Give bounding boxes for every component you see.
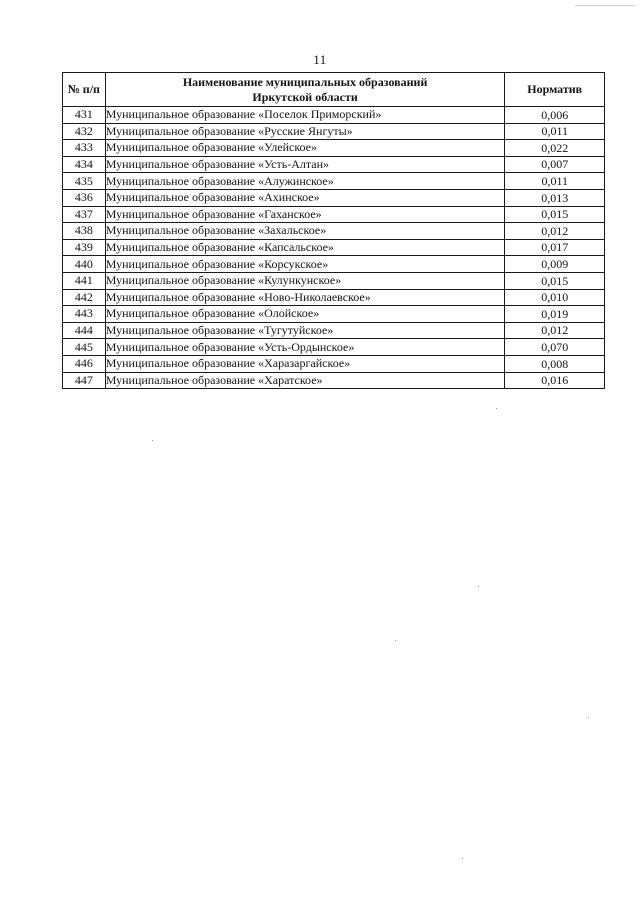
scan-speck: [478, 586, 479, 587]
table-row: [63, 355, 605, 372]
table-row: [63, 206, 605, 223]
table-row: [63, 372, 605, 389]
table-body: [63, 107, 605, 389]
row-number: 431: [63, 107, 106, 124]
row-municipality-name: Муниципальное образование «Усть-Ордынское»: [105, 339, 505, 356]
table-row: [63, 272, 605, 289]
row-municipality-name: Муниципальное образование «Тугутуйское»: [105, 322, 505, 339]
header-name-line1: Наименование муниципальных образований: [182, 74, 428, 89]
row-normative: 0,012: [505, 322, 605, 339]
row-number: 443: [63, 306, 106, 323]
scan-speck: [395, 640, 396, 641]
row-normative: 0,011: [505, 173, 605, 190]
row-normative: 0,012: [505, 223, 605, 240]
row-municipality-name: Муниципальное образование «Олойское»: [105, 306, 505, 323]
table-row: [63, 189, 605, 206]
row-number: 441: [63, 272, 106, 289]
row-normative: 0,008: [505, 355, 605, 372]
table-row: [63, 173, 605, 190]
normatives-table: [62, 72, 605, 389]
row-number: 439: [63, 239, 106, 256]
table-row: [63, 223, 605, 240]
row-number: 447: [63, 372, 106, 389]
header-num: № п/п: [63, 73, 106, 107]
table-row: [63, 140, 605, 157]
row-normative: 0,006: [505, 107, 605, 124]
row-number: 446: [63, 355, 106, 372]
row-municipality-name: Муниципальное образование «Гаханское»: [105, 206, 505, 223]
table-row: [63, 239, 605, 256]
row-municipality-name: Муниципальное образование «Кулункунское»: [105, 272, 505, 289]
row-municipality-name: Муниципальное образование «Улейское»: [105, 140, 505, 157]
row-number: 444: [63, 322, 106, 339]
row-normative: 0,015: [505, 206, 605, 223]
row-number: 442: [63, 289, 106, 306]
table-row: [63, 289, 605, 306]
scan-speck: [575, 5, 635, 6]
row-normative: 0,016: [505, 372, 605, 389]
table-row: [63, 123, 605, 140]
row-number: 432: [63, 123, 106, 140]
row-normative: 0,010: [505, 289, 605, 306]
row-municipality-name: Муниципальное образование «Корсукское»: [105, 256, 505, 273]
row-number: 440: [63, 256, 106, 273]
row-municipality-name: Муниципальное образование «Харазаргайское»: [105, 355, 505, 372]
row-normative: 0,011: [505, 123, 605, 140]
row-normative: 0,017: [505, 239, 605, 256]
row-municipality-name: Муниципальное образование «Алужинское»: [105, 173, 505, 190]
table-row: [63, 339, 605, 356]
table-row: [63, 306, 605, 323]
row-municipality-name: Муниципальное образование «Капсальское»: [105, 239, 505, 256]
row-number: 435: [63, 173, 106, 190]
header-name: [105, 73, 505, 107]
row-normative: 0,013: [505, 189, 605, 206]
table-row: [63, 156, 605, 173]
row-normative: 0,022: [505, 140, 605, 157]
scan-speck: [462, 858, 463, 859]
row-number: 438: [63, 223, 106, 240]
header-norm: Норматив: [505, 73, 605, 107]
row-number: 436: [63, 189, 106, 206]
row-municipality-name: Муниципальное образование «Ахинское»: [105, 189, 505, 206]
page-number: 11: [313, 52, 327, 67]
table-row: [63, 256, 605, 273]
row-number: 434: [63, 156, 106, 173]
row-municipality-name: Муниципальное образование «Русские Янгуты»: [105, 123, 505, 140]
row-normative: 0,015: [505, 272, 605, 289]
row-municipality-name: Муниципальное образование «Ново-Николаевское»: [105, 289, 505, 306]
table-row: [63, 107, 605, 124]
row-municipality-name: Муниципальное образование «Харатское»: [105, 372, 505, 389]
row-municipality-name: Муниципальное образование «Захальское»: [105, 223, 505, 240]
table-header-row: [63, 73, 605, 107]
row-municipality-name: Муниципальное образование «Поселок Приморский»: [105, 107, 505, 124]
row-normative: 0,070: [505, 339, 605, 356]
table-row: [63, 322, 605, 339]
scan-speck: [496, 408, 497, 409]
scan-speck: [152, 440, 153, 441]
row-normative: 0,019: [505, 306, 605, 323]
row-normative: 0,009: [505, 256, 605, 273]
row-number: 445: [63, 339, 106, 356]
row-number: 437: [63, 206, 106, 223]
row-number: 433: [63, 140, 106, 157]
scan-speck: [588, 717, 589, 718]
row-municipality-name: Муниципальное образование «Усть-Алтан»: [105, 156, 505, 173]
header-name-line2: Иркутской области: [252, 89, 358, 104]
row-normative: 0,007: [505, 156, 605, 173]
